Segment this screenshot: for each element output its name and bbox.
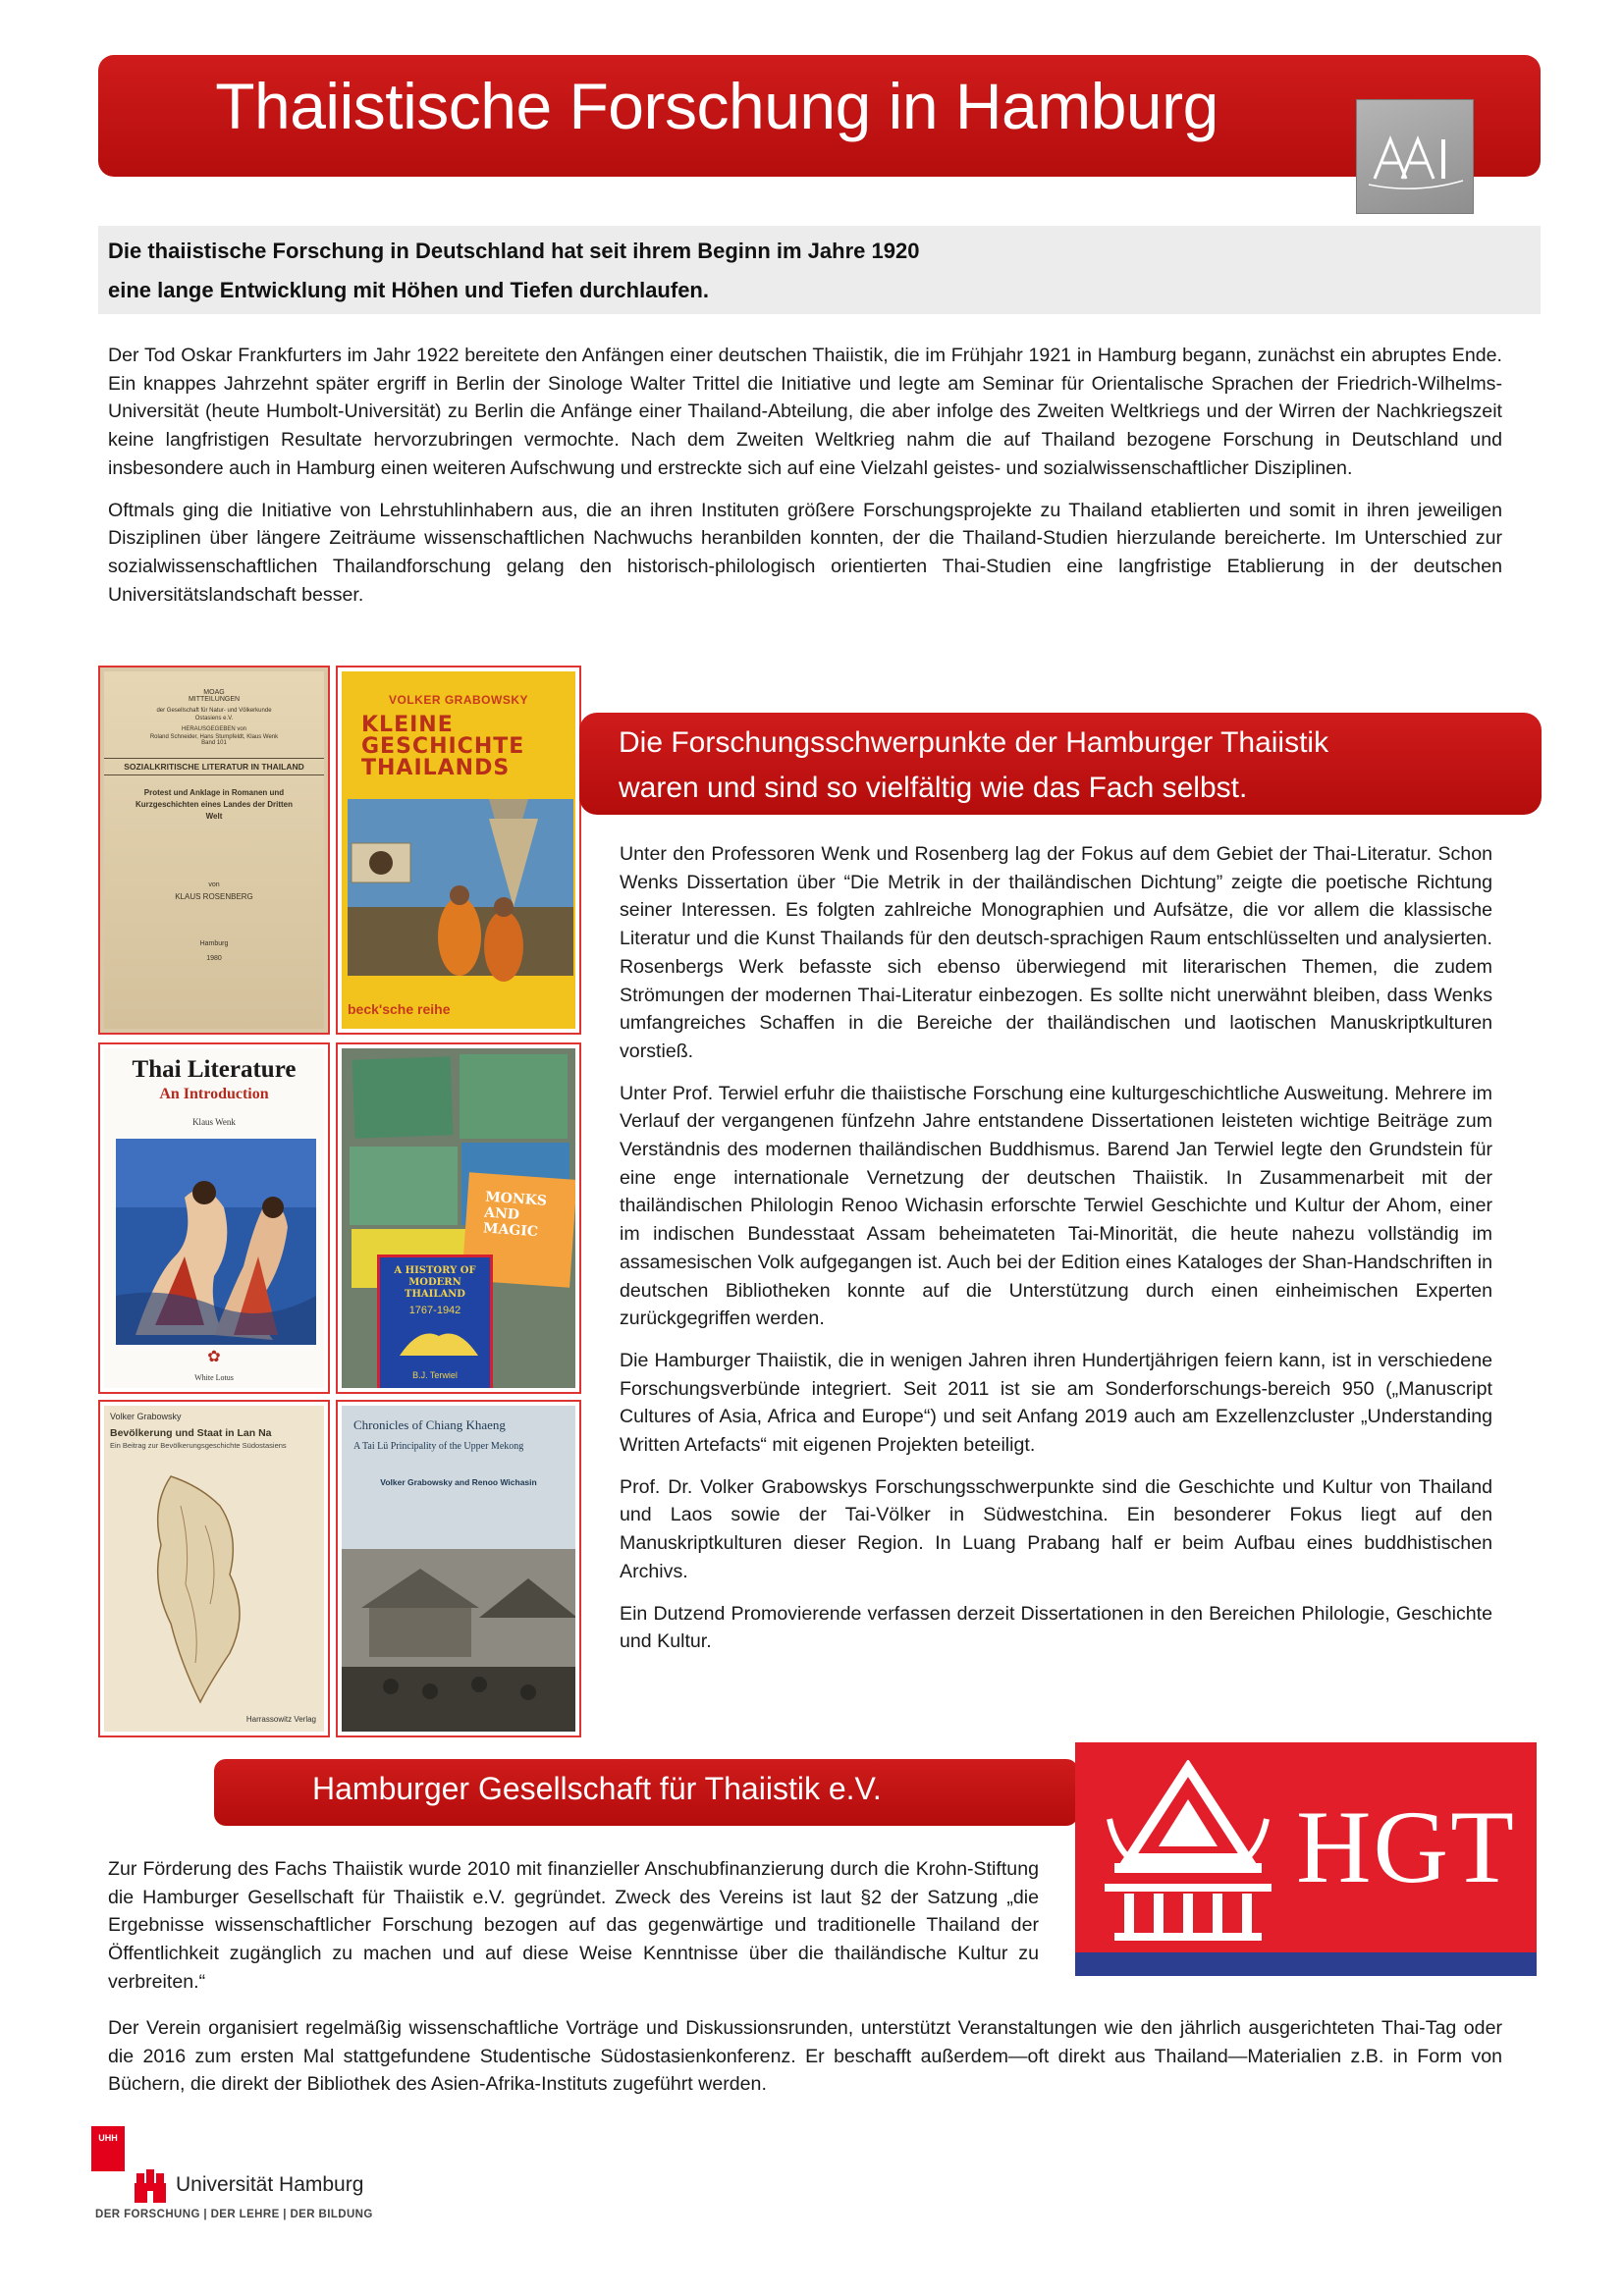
- book-cover-chiang-khaeng: [336, 1400, 581, 1737]
- b4-monks: MONKS AND MAGIC: [482, 1189, 548, 1241]
- b4-history: A HISTORY OF MODERN THAILAND: [394, 1265, 476, 1300]
- book-cover-grabowsky-lanna: [98, 1400, 330, 1737]
- b1-series2: MITTEILUNGEN: [188, 696, 241, 703]
- b2-brand: beck'sche reihe: [348, 1001, 451, 1017]
- history-paragraph-2: Oftmals ging die Initiative von Lehrstuhlinhabern aus, die an ihren Instituten größere Forschungsprojekte zu Thailand etablierten und somit in ihren jeweiligen Disziplinen über längere Zeiträume wissenschaftlichen Nachwuchs heranbilden konnten, der die Thailand-Studien hierzulande bereicherte. Im Unterschied zur sozialwissenschaftlichen Thailandforschung gelang den historisch-philologisch orientierten Thai-Studien eine langfristige Etablierung in der deutschen Universitätslandschaft besser.: [108, 499, 1502, 606]
- university-name: Universität Hamburg: [176, 2173, 364, 2196]
- book-cover-wenk: Thai Literature An Introduction Klaus Wenk ✿ White Lotus: [98, 1042, 330, 1394]
- b3-cover-painting: [116, 1139, 316, 1345]
- b2-cover-photo: [342, 789, 575, 986]
- book-cover-terwiel-stack: [336, 1042, 581, 1394]
- b1-author: KLAUS ROSENBERG: [175, 892, 253, 901]
- b1-editor-label: HERAUSGEGEBEN von: [181, 726, 247, 732]
- b5-author: Volker Grabowsky: [110, 1412, 182, 1421]
- b1-by: von: [208, 881, 220, 888]
- b3-title: Thai Literature: [132, 1056, 297, 1083]
- hgt-logo-stripe: [1075, 1952, 1537, 1976]
- hgt-logo-text: HGT: [1296, 1789, 1516, 1904]
- intro-box: [98, 226, 1541, 314]
- book-cover-rosenberg: [98, 666, 330, 1035]
- b1-series: MOAG: [203, 689, 225, 696]
- b6-cover-photo: [342, 1549, 575, 1732]
- focus-heading: [619, 721, 1328, 811]
- focus-paragraph-4: Prof. Dr. Volker Grabowskys Forschungsschwerpunkte sind die Geschichte und Kultur von Thailand und Laos sowie der Tai-Völker in Südwestchina. Ein besonderer Fokus liegt auf den Manuskriptkulturen dieser Region. In Luang Prabang half er beim Aufbau eines buddhistischen Archivs.: [620, 1475, 1492, 1582]
- b2-title-1: KLEINE: [361, 713, 454, 737]
- hgt-logo: [1075, 1742, 1537, 1976]
- hgt-temple-icon: [1095, 1760, 1281, 1947]
- society-text-2: [108, 2014, 1502, 2112]
- b1-subtitle: Protest und Anklage in Romanen und Kurzgeschichten eines Landes der Dritten Welt: [135, 788, 294, 821]
- focus-paragraph-5: Ein Dutzend Promovierende verfassen derzeit Dissertationen in den Bereichen Philologie, Geschichte und Kultur.: [620, 1602, 1492, 1653]
- b2-title-3: THAILANDS: [361, 756, 511, 780]
- b2-author: VOLKER GRABOWSKY: [388, 693, 528, 707]
- b3-subtitle: An Introduction: [159, 1086, 269, 1102]
- b4-author: B.J. Terwiel: [412, 1370, 458, 1380]
- b1-title: SOZIALKRITISCHE LITERATUR IN THAILAND: [104, 758, 324, 775]
- hamburg-castle-icon: [131, 2169, 170, 2205]
- book-cover-grabowsky-kleine: [336, 666, 581, 1035]
- b1-editors: Roland Schneider, Hans Stumpfeldt, Klaus Wenk: [149, 734, 279, 740]
- society-heading: Hamburger Gesellschaft für Thaiistik e.V.: [312, 1771, 882, 1806]
- b3-publisher: White Lotus: [194, 1373, 234, 1382]
- history-text: [108, 342, 1502, 622]
- intro-line-2: eine lange Entwicklung mit Höhen und Tiefen durchlaufen.: [108, 278, 709, 302]
- university-logo: [91, 2126, 406, 2234]
- b5-cover-map: [112, 1467, 318, 1712]
- b1-publisher: der Gesellschaft für Natur- und Völkerkunde Ostasiens e.V.: [156, 708, 272, 721]
- b4-cover-emblem: [380, 1316, 496, 1365]
- b1-volume: Band 101: [201, 740, 227, 746]
- b4-years: 1767-1942: [408, 1305, 461, 1316]
- uhh-badge: UHH: [91, 2126, 125, 2171]
- b6-subtitle: A Tai Lü Principality of the Upper Mekong: [353, 1441, 524, 1452]
- focus-paragraph-1: Unter den Professoren Wenk und Rosenberg lag der Fokus auf dem Gebiet der Thai-Literatur. Schon Wenks Dissertation über “Die Metrik in der thailändischen Dichtung” zeigte die poetische Richtung seiner Interessen. Es folgten zahlreiche Monographien und Aufsätze, die vor allem die klassische Literatur und die Kunst Thailands für den deutsch-sprachigen Raum entschlüsselten und analysierten. Rosenbergs Werk befasste sich ebenso überwiegend mit literarischen Themen, die zudem Strömungen der modernen Thai-Literatur einbezogen. Es sollte nicht unerwähnt bleiben, dass Wenks umfangreiches Schaffen in die Bereiche der thailändischen und laotischen Manuskriptkulturen vorstieß.: [620, 843, 1492, 1062]
- b1-year: 1980: [206, 955, 222, 962]
- society-paragraph-1: Zur Förderung des Fachs Thaiistik wurde 2010 mit finanzieller Anschubfinanzierung durch die Krohn-Stiftung die Hamburger Gesellschaft für Thaiistik e.V. gegründet. Zweck des Vereins ist laut §2 der Satzung „die Ergebnisse wissenschaftlicher Forschung bezogen auf das gegenwärtige und traditionelle Thailand der Öffentlichkeit zugänglich zu machen und auf diese Weise Kenntnisse über die thailändische Kultur zu verbreiten.“: [108, 1858, 1039, 1993]
- focus-heading-line-2: waren und sind so vielfältig wie das Fach selbst.: [619, 772, 1248, 804]
- focus-paragraph-2: Unter Prof. Terwiel erfuhr die thaiistische Forschung eine kulturgeschichtliche Ausweitung. Mehrere im Verlauf der vergangenen fünfzehn Jahre entstandene Dissertationen leisteten wichtige Beiträge zum Verständnis des modernen thailändischen Buddhismus. Barend Jan Terwiel legte den Grundstein für eine enge internationale Vernetzung der deutschen Thaiistik. In Zusammenarbeit mit der thailändischen Philologin Renoo Wichasin erforschte Terwiel Geschichte und Kultur der Ahom, einer im indischen Bundesstaat Assam beheimateten Tai-Minorität, die heute nahezu vollständig im assamesischen Volk aufgegangen ist. Auch bei der Edition eines Kataloges der Shan-Handschriften in deutschen Bibliotheken konnte auf die Unterstützung durch einen einheimischen Experten zurückgegriffen werden.: [620, 1082, 1492, 1330]
- b5-publisher: Harrassowitz Verlag: [245, 1715, 316, 1724]
- history-paragraph-1: Der Tod Oskar Frankfurters im Jahr 1922 bereitete den Anfängen einer deutschen Thaiistik, die im Frühjahr 1921 in Hamburg begann, zunächst ein abruptes Ende. Ein knappes Jahrzehnt später ergriff in Berlin der Sinologe Walter Trittel die Initiative und legte am Seminar für Orientalische Sprachen der Friedrich-Wilhelms-Universität (heute Humbolt-Universität) zu Berlin die Anfänge einer Thailand-Abteilung, die aber infolge des Zweiten Weltkriegs und der Wirren der Nachkriegszeit keine langfristigen Resultate hervorzubringen vermochte. Nach dem Zweiten Weltkrieg nahm die auf Thailand bezogene Forschung in Deutschland und insbesondere auch in Hamburg einen weiteren Aufschwung und erstreckte sich auf eine Vielzahl geistes- und sozialwissenschaftlicher Disziplinen.: [108, 345, 1502, 479]
- b1-place: Hamburg: [199, 940, 229, 947]
- b5-subtitle: Ein Beitrag zur Bevölkerungsgeschichte Südostasiens: [110, 1441, 287, 1450]
- page-title: Thaiistische Forschung in Hamburg: [215, 70, 1218, 142]
- b5-title: Bevölkerung und Staat in Lan Na: [110, 1427, 272, 1439]
- aai-logo-glyph: [1357, 100, 1475, 215]
- intro-line-1: Die thaiistische Forschung in Deutschland hat seit ihrem Beginn im Jahre 1920: [108, 239, 920, 263]
- b6-authors: Volker Grabowsky and Renoo Wichasin: [380, 1477, 537, 1487]
- focus-paragraph-3: Die Hamburger Thaiistik, die in wenigen Jahren ihren Hundertjährigen feiern kann, ist in verschiedene Forschungsverbünde integriert. Seit 2011 ist sie am Sonderforschungs-bereich 950 („Manuscript Cultures of Asia, Africa and Europe“) und seit Anfang 2019 auch am Exzellenzcluster „Understanding Written Artefacts“ mit eigenen Projekten beteiligt.: [620, 1349, 1492, 1457]
- society-paragraph-2: Der Verein organisiert regelmäßig wissenschaftliche Vorträge und Diskussionsrunden, unterstützt Veranstaltungen wie den jährlich ausgerichteten Thai-Tag oder die 2016 zum ersten Mal stattgefundene Studentische Südostasienkonferenz. Er beschafft außerdem—oft direkt aus Thailand—Materialien z.B. in Form von Büchern, die direkt der Bibliothek des Asien-Afrika-Instituts zugeführt werden.: [108, 2017, 1502, 2096]
- society-text-1: [108, 1855, 1039, 2010]
- b6-title: Chronicles of Chiang Khaeng: [353, 1417, 506, 1432]
- focus-text: [620, 840, 1492, 1670]
- aai-logo: [1356, 99, 1474, 214]
- university-tagline: DER FORSCHUNG | DER LEHRE | DER BILDUNG: [95, 2209, 373, 2220]
- b3-author: Klaus Wenk: [192, 1117, 236, 1127]
- b2-title-2: GESCHICHTE: [361, 734, 525, 759]
- focus-heading-line-1: Die Forschungsschwerpunkte der Hamburger Thaiistik: [619, 726, 1329, 759]
